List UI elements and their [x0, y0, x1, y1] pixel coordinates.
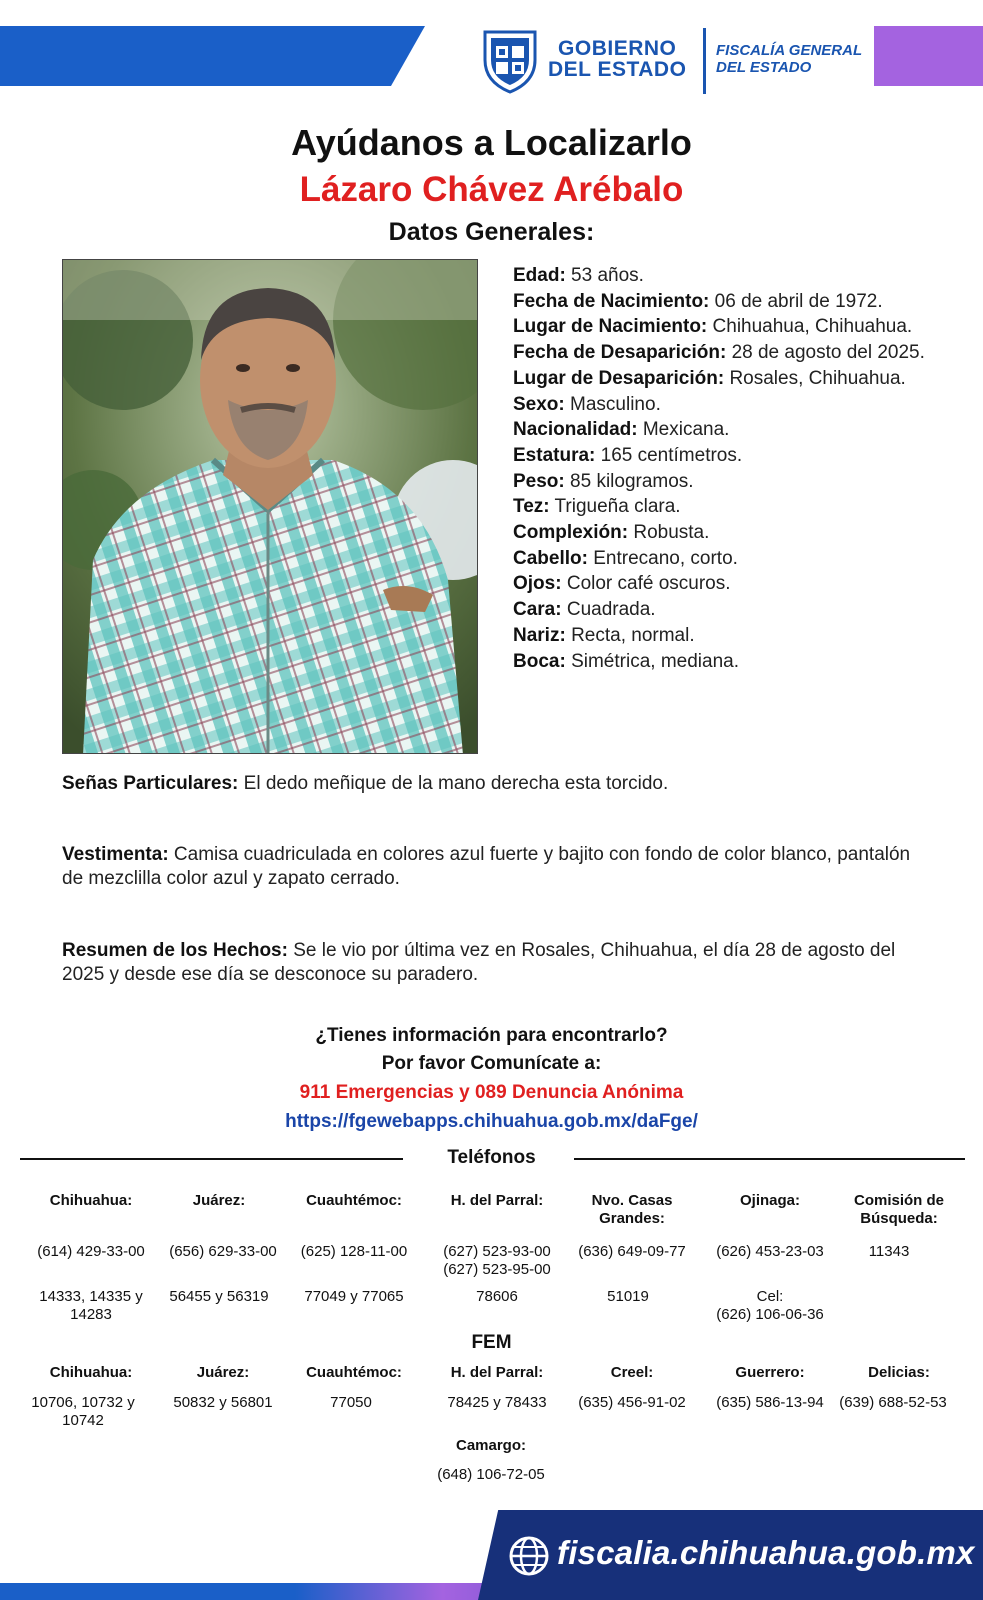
fem-city: Creel: — [610, 1364, 654, 1381]
page-title: Ayúdanos a Localizarlo — [291, 122, 692, 163]
fem-number: (635) 586-13-94 — [716, 1394, 824, 1411]
fem-city: Cuauhtémoc: — [306, 1364, 402, 1381]
missing-person-name: Lázaro Chávez Arébalo — [299, 170, 684, 209]
detail-row: Fecha de Desaparición: 28 de agosto del 2025. — [513, 342, 925, 364]
phone-city: Juárez: — [192, 1192, 246, 1209]
resumen-hechos: Resumen de los Hechos: Se le vio por última vez en Rosales, Chihuahua, el día 28 de agosto del 2025 y desde ese día se desconoce su paradero. — [62, 940, 896, 985]
footer-website-link[interactable]: fiscalia.chihuahua.gob.mx — [557, 1534, 975, 1571]
detail-row: Sexo: Masculino. — [513, 393, 661, 415]
detail-row: Cabello: Entrecano, corto. — [513, 547, 738, 569]
fem-city: Juárez: — [196, 1364, 250, 1381]
phone-city: Ojinaga: — [739, 1192, 800, 1209]
phone-number: (627) 523-93-00 (627) 523-95-00 — [443, 1243, 551, 1278]
cta-emergency: 911 Emergencias y 089 Denuncia Anónima — [299, 1082, 684, 1103]
general-data-list — [513, 263, 953, 674]
fem-city: Camargo: — [455, 1437, 526, 1454]
phone-number: (656) 629-33-00 — [169, 1243, 277, 1260]
fem-city: Delicias: — [868, 1364, 930, 1381]
shield-icon — [480, 26, 540, 94]
phone-extension: 51019 — [607, 1288, 649, 1305]
fem-number: (648) 106-72-05 — [437, 1466, 545, 1483]
globe-icon — [508, 1535, 550, 1577]
detail-row: Edad: 53 años. — [513, 265, 644, 286]
logo-separator — [703, 28, 706, 94]
fem-city: Guerrero: — [735, 1364, 805, 1381]
header-blue-bar — [0, 26, 425, 86]
header-purple-bar — [874, 26, 983, 86]
fem-city: Chihuahua: — [49, 1364, 133, 1381]
cta-url-link[interactable]: https://fgewebapps.chihuahua.gob.mx/daFge/ — [285, 1111, 698, 1132]
fem-number: 78425 y 78433 — [447, 1394, 547, 1411]
phone-extension: 14333, 14335 y 14283 — [39, 1288, 143, 1323]
fem-number: (639) 688-52-53 — [839, 1394, 947, 1411]
detail-row: Nacionalidad: Mexicana. — [513, 419, 730, 441]
phone-number: 11343 — [868, 1243, 910, 1260]
detail-row: Complexión: Robusta. — [513, 522, 710, 544]
vestimenta: Vestimenta: Camisa cuadriculada en colores azul fuerte y bajito con fondo de color blanco, pantalón de mezclilla color azul y zapato cerrado. — [62, 844, 911, 889]
fem-heading: FEM — [471, 1332, 512, 1353]
fem-number: (635) 456-91-02 — [578, 1394, 686, 1411]
phone-number: (636) 649-09-77 — [578, 1243, 686, 1260]
fem-number: 10706, 10732 y 10742 — [31, 1394, 135, 1429]
phone-city: Comisión de Búsqueda: — [853, 1192, 944, 1227]
cta-please: Por favor Comunícate a: — [381, 1053, 602, 1074]
person-photo — [62, 259, 478, 754]
cta-question: ¿Tienes información para encontrarlo? — [315, 1025, 668, 1046]
detail-row: Fecha de Nacimiento: 06 de abril de 1972. — [513, 290, 883, 312]
senas-particulares: Señas Particulares: El dedo meñique de la mano derecha esta torcido. — [62, 773, 669, 794]
gobierno-logo-text: GOBIERNO DEL ESTADO — [548, 37, 687, 81]
detail-row: Nariz: Recta, normal. — [513, 624, 695, 646]
fiscalia-logo-text: FISCALÍA GENERAL DEL ESTADO — [716, 42, 863, 76]
phone-number: (614) 429-33-00 — [37, 1243, 145, 1260]
detail-row: Tez: Trigueña clara. — [513, 496, 681, 518]
phone-city: Nvo. Casas Grandes: — [591, 1192, 673, 1227]
fem-number: 77050 — [330, 1394, 372, 1411]
detail-row: Lugar de Nacimiento: Chihuahua, Chihuahua. — [513, 316, 913, 338]
phone-city: H. del Parral: — [450, 1192, 544, 1209]
phone-extension: 78606 — [476, 1288, 518, 1305]
phone-extension: Cel: (626) 106-06-36 — [716, 1288, 824, 1323]
detail-row: Peso: 85 kilogramos. — [513, 470, 694, 492]
phone-extension: 56455 y 56319 — [169, 1288, 269, 1305]
detail-row: Lugar de Desaparición: Rosales, Chihuahua. — [513, 367, 906, 389]
phone-number: (625) 128-11-00 — [300, 1243, 408, 1260]
fem-number: 50832 y 56801 — [173, 1394, 273, 1411]
fem-city: H. del Parral: — [450, 1364, 544, 1381]
detail-row: Ojos: Color café oscuros. — [513, 573, 731, 595]
phone-number: (626) 453-23-03 — [716, 1243, 824, 1260]
detail-row: Estatura: 165 centímetros. — [513, 444, 743, 466]
phone-city: Chihuahua: — [49, 1192, 133, 1209]
phone-city: Cuauhtémoc: — [306, 1192, 402, 1209]
phone-extension: 77049 y 77065 — [304, 1288, 404, 1305]
section-subtitle: Datos Generales: — [388, 218, 595, 246]
detail-row: Cara: Cuadrada. — [513, 599, 656, 621]
telefonos-heading: Teléfonos — [447, 1147, 536, 1168]
detail-row: Boca: Simétrica, mediana. — [513, 650, 739, 672]
